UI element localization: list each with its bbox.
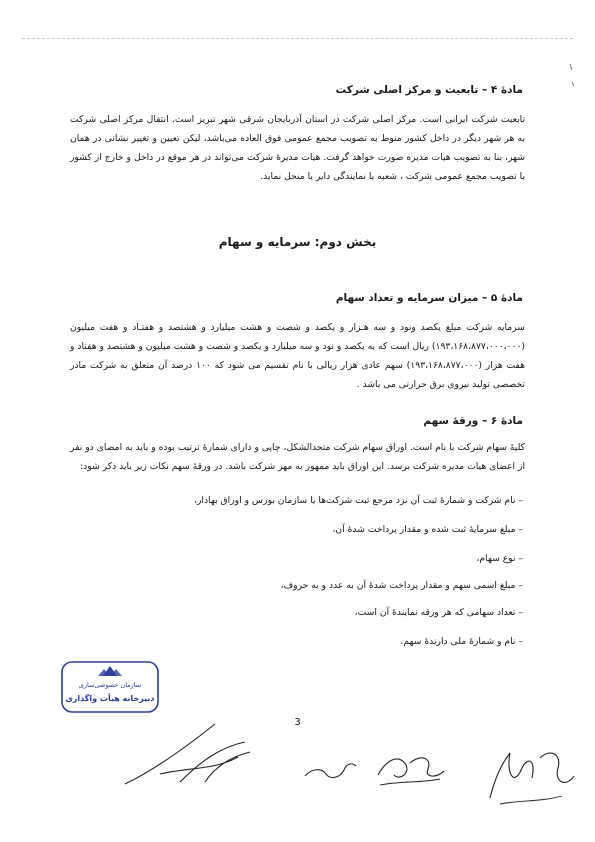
margin-mark xyxy=(566,60,578,90)
stamp-line-1: سازمان خصوصی‌سازی xyxy=(78,681,142,689)
article-5-heading: مادهٔ ۵ – میزان سرمایه و تعداد سهام xyxy=(335,292,523,304)
list-item: – مبلغ سرمایهٔ ثبت شده و مقدار پرداخت شدهٔ آن، xyxy=(332,524,523,535)
signature-3 xyxy=(370,745,450,790)
list-item: – نام و شمارهٔ ملی دارندهٔ سهم. xyxy=(400,636,523,647)
official-stamp xyxy=(60,660,160,714)
list-item: – تعداد سهامی که هر ورقه نمایندهٔ آن است، xyxy=(354,607,523,618)
signature-2 xyxy=(300,748,360,788)
stamp-logo-icon xyxy=(98,666,122,676)
list-item: – نام شرکت و شمارهٔ ثبت آن نزد مرجع ثبت شرکت‌ها یا سازمان بورس و اوراق بهادار، xyxy=(193,495,523,506)
header-rule xyxy=(22,38,573,39)
article-4-heading: مادهٔ ۴ – تابعیت و مرکز اصلی شرکت xyxy=(335,84,523,96)
signature-4 xyxy=(470,738,580,808)
signature-1 xyxy=(120,712,260,792)
article-6-heading: مادهٔ ۶ – ورقهٔ سهم xyxy=(423,415,523,427)
list-item: – مبلغ اسمی سهم و مقدار پرداخت شدهٔ آن به عدد و به حروف، xyxy=(280,580,523,591)
list-item: – نوع سهام، xyxy=(476,553,523,564)
stamp-line-2: دبیرخانه هیأت واگذاری xyxy=(65,694,155,703)
article-5-body: سرمایه شرکت مبلغ یکصد ونود و سه هـزار و یکصد و شصت و هشت میلیارد و هشتصد و هفتـاد و هفت میلیون (۱۹۳،۱۶۸،۸۷۷،۰۰۰،۰۰۰) ریال است که به یکصد و نود و سه میلیارد و یکصد و شصت و هشت میلیون و هشتصد و هفتاد و هفت هزار (۱۹۳،۱۶۸،۸۷۷،۰۰۰) سهم عادی هزار ریالی با نام تقسیم می شود که ۱۰۰ درصد آن متعلق به شرکت مادر تخصصی تولید نیروی برق حرارتی می باشد . xyxy=(70,322,526,390)
article-4-body: تابعیت شرکت ایرانی است. مرکز اصلی شرکت در استان آذربایجان شرقی شهر تبریز است. انتقال مرکز اصلی شرکت به هر شهر دیگر در داخل کشور منوط به تصویب مجمع عمومی فوق العاده می‌باشد، لیکن تعیین و تغییر نشانی در همان شهر، بنا به تصویب هیات مدیره صورت خواهد گرفت. هیات مدیرهٔ شرکت می‌تواند در هر موقع در داخل و خارج از کشور با تصویب مجمع عمومی شرکت ، شعبه یا نمایندگی دایر یا منحل نماید. xyxy=(70,114,525,182)
page-number: 3 xyxy=(294,717,301,728)
section-title: بخش دوم: سرمایه و سهام xyxy=(218,235,377,249)
article-6-body: کلیهٔ سهام شرکت با نام است. اوراق سهام شرکت متحدالشکل، چاپی و دارای شمارهٔ ترتیب بوده و باید به امضای دو نفر از اعضای هیات مدیره شرکت برسد. این اوراق باید ممهور به مهر شرکت باشد. در ورقهٔ سهم نکات زیر باید ذکر شود: xyxy=(70,442,525,472)
